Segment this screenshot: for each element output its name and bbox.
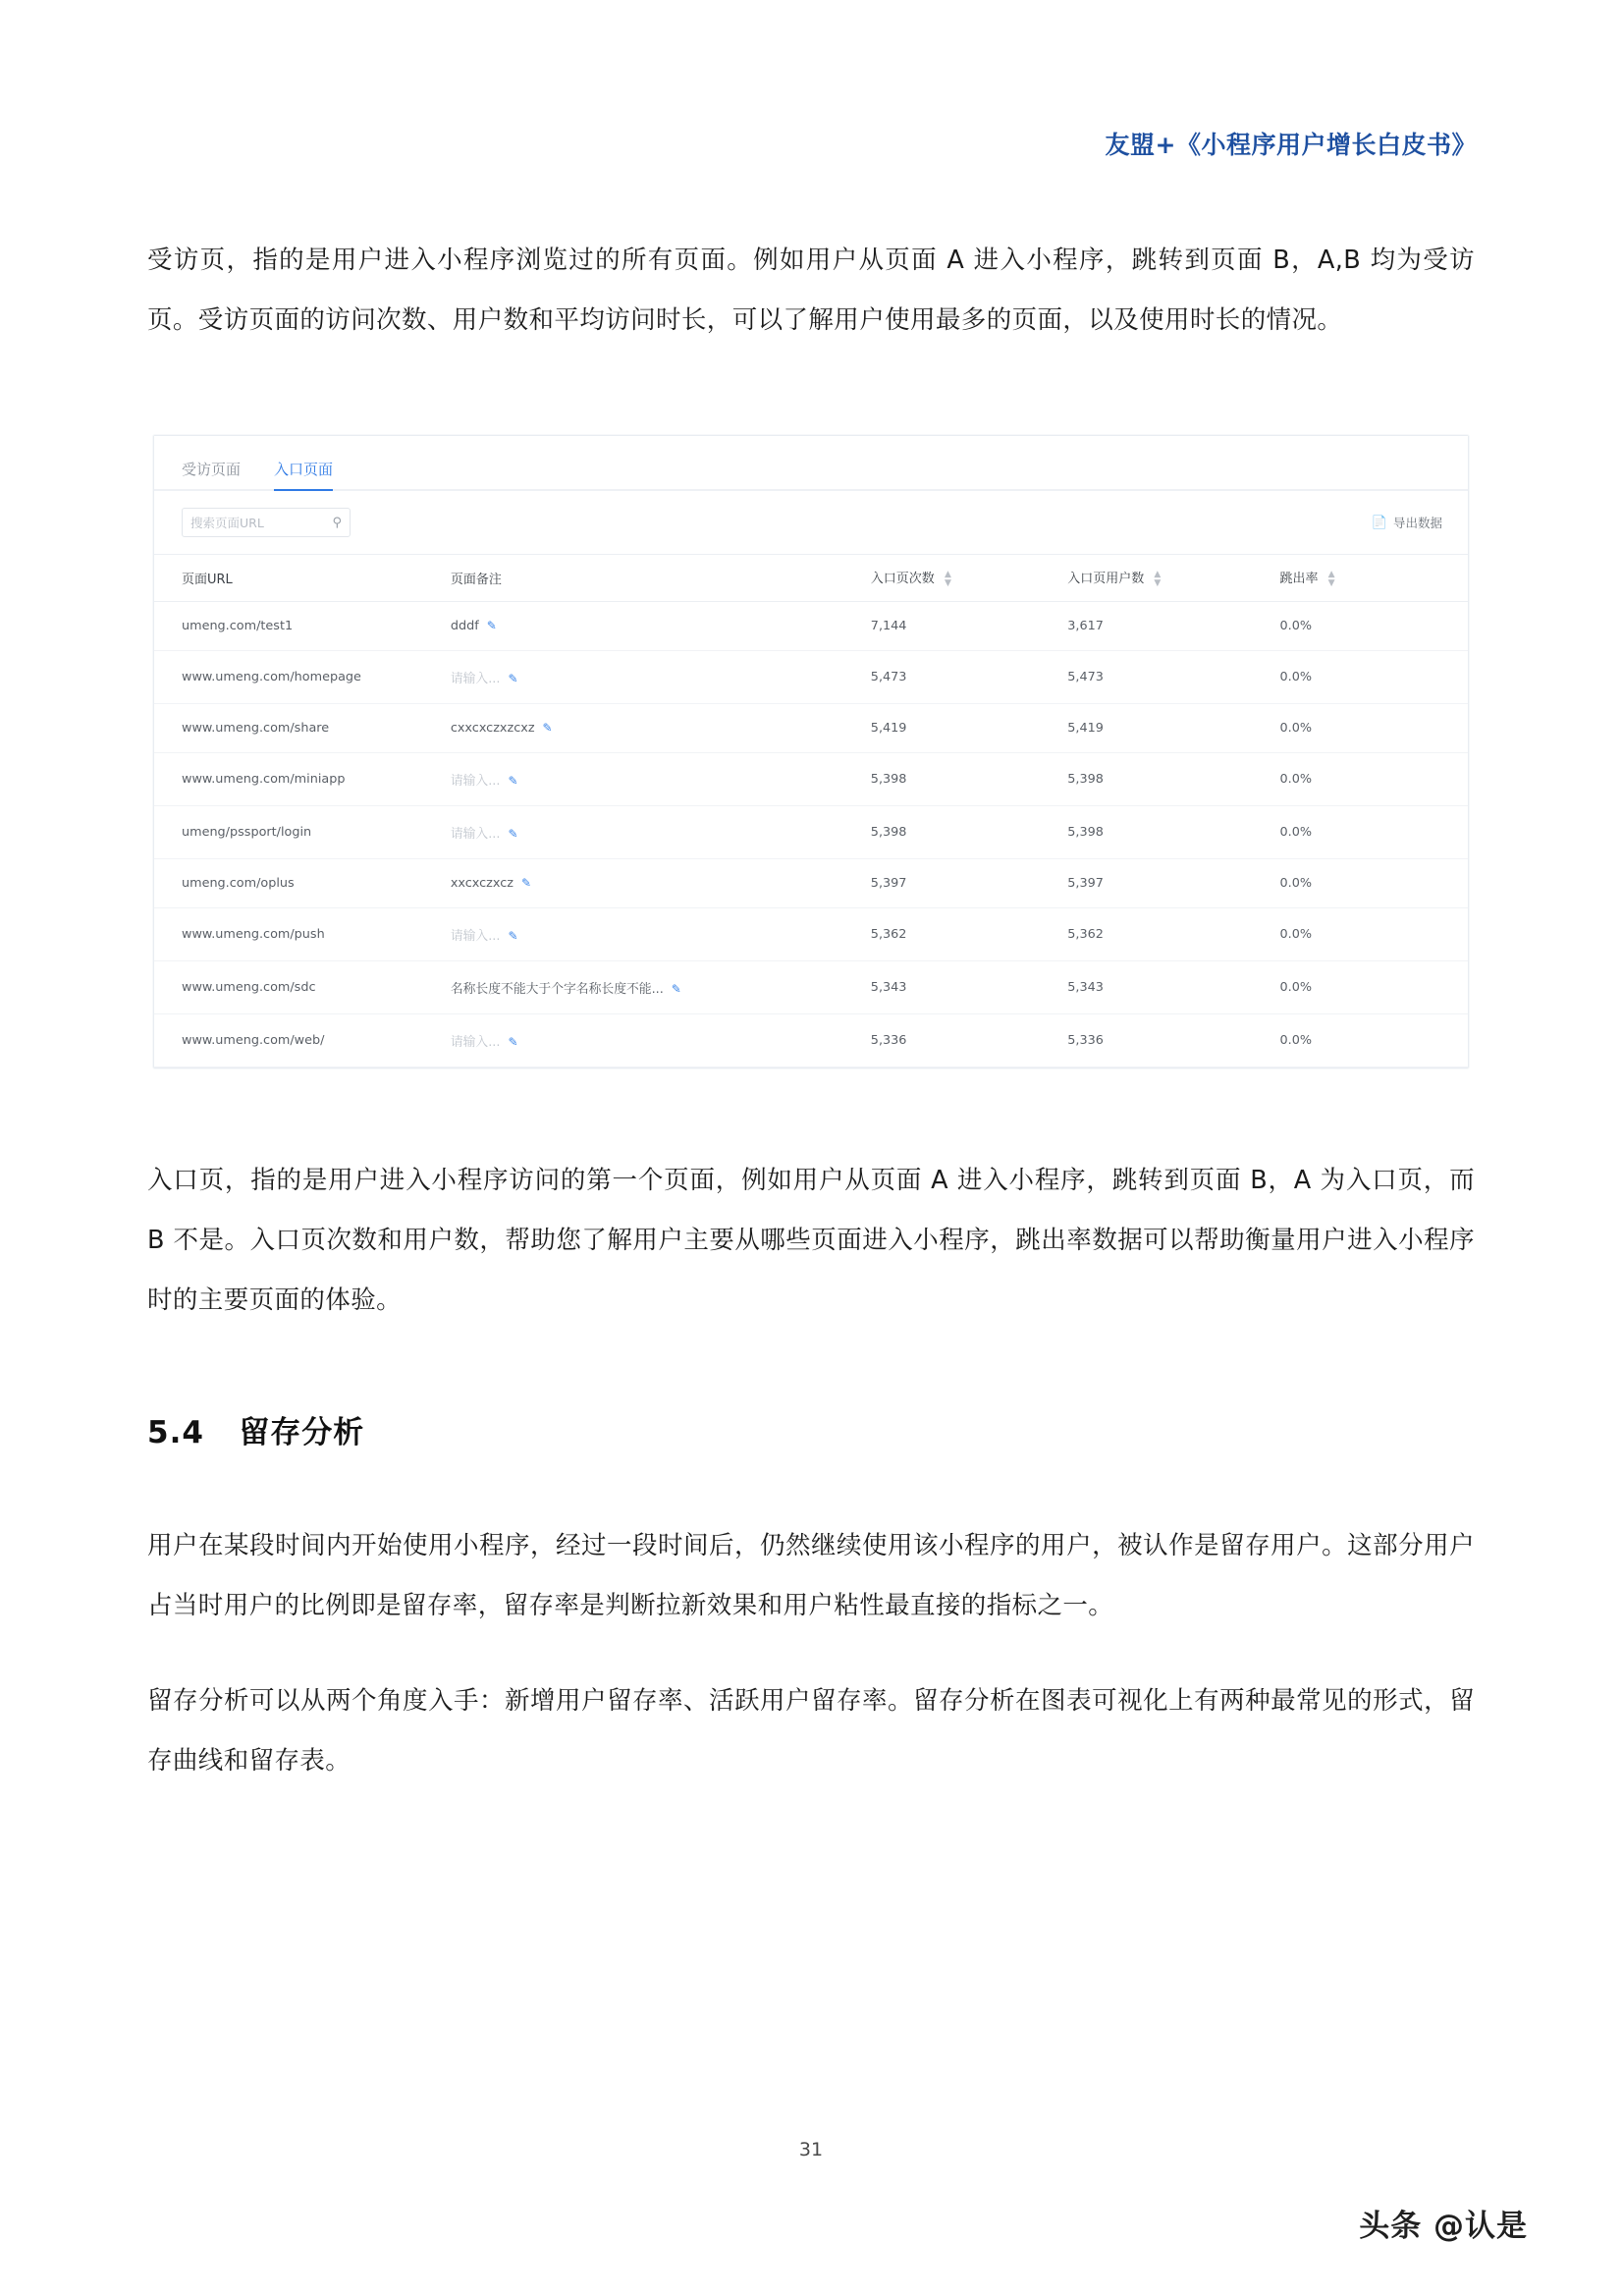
note-text: 请输入...	[450, 928, 501, 944]
cell-url: umeng.com/oplus	[154, 858, 451, 907]
section-heading	[147, 1407, 1475, 1451]
note-text: 名称长度不能大于个字名称长度不能...	[450, 981, 664, 997]
sort-icon[interactable]: ▲ ▼	[1327, 569, 1335, 588]
spacer-before-heading	[147, 1331, 1475, 1407]
cell-bounce-rate: 0.0%	[1280, 960, 1469, 1013]
cell-url: www.umeng.com/push	[154, 907, 451, 960]
cell-entry-pv: 5,419	[871, 703, 1067, 752]
cell-url: umeng/pssport/login	[154, 805, 451, 858]
note-text: 请输入...	[450, 1034, 501, 1050]
cell-note	[451, 752, 871, 805]
page-number: 31	[798, 2139, 824, 2160]
table-body	[154, 601, 1468, 1066]
cell-entry-pv: 5,362	[871, 907, 1067, 960]
column-header-bounce-rate[interactable]	[1280, 555, 1469, 602]
column-header-entry-pv-label: 入口页次数	[870, 572, 935, 586]
cell-entry-pv: 5,473	[871, 650, 1067, 703]
cell-url: umeng.com/test1	[154, 601, 451, 650]
cell-bounce-rate: 0.0%	[1280, 805, 1469, 858]
cell-url: www.umeng.com/homepage	[154, 650, 451, 703]
table-row	[154, 752, 1468, 805]
cell-entry-uv: 5,343	[1067, 960, 1279, 1013]
note-text: 请输入...	[450, 671, 501, 686]
cell-note	[451, 907, 871, 960]
export-data-button[interactable]	[1372, 514, 1442, 531]
cell-url: www.umeng.com/share	[154, 703, 451, 752]
entry-pages-table	[154, 554, 1468, 1067]
column-header-url	[154, 555, 451, 602]
cell-bounce-rate: 0.0%	[1280, 601, 1469, 650]
cell-entry-uv: 5,419	[1067, 703, 1279, 752]
edit-pencil-icon[interactable]: ✎	[508, 671, 518, 685]
section-title: 留存分析	[239, 1414, 365, 1450]
paragraph-2: 入口页，指的是用户进入小程序访问的第一个页面，例如用户从页面 A 进入小程序，跳转到页面 B，A 为入口页，而 B 不是。入口页次数和用户数，帮助您了解用户主要从哪些页面进入小程序，跳出率数据可以帮助衡量用户进入小程序时的主要页面的体验。	[147, 1165, 1475, 1315]
table-row	[154, 601, 1468, 650]
edit-pencil-icon[interactable]: ✎	[508, 826, 518, 841]
cell-entry-uv: 3,617	[1067, 601, 1279, 650]
edit-pencil-icon[interactable]: ✎	[521, 875, 532, 890]
cell-entry-pv: 5,398	[871, 752, 1067, 805]
edit-pencil-icon[interactable]: ✎	[542, 720, 553, 735]
paragraph-1: 受访页，指的是用户进入小程序浏览过的所有页面。例如用户从页面 A 进入小程序，跳转到页面 B，A,B 均为受访页。受访页面的访问次数、用户数和平均访问时长，可以了解用户使用最多的页面，以及使用时长的情况。	[147, 246, 1475, 335]
tab-entry-pages[interactable]: 入口页面	[274, 459, 333, 489]
cell-bounce-rate: 0.0%	[1280, 1013, 1469, 1066]
column-header-url-label: 页面URL	[182, 572, 233, 587]
watermark: 头条 @认是	[1359, 2209, 1528, 2244]
cell-note	[451, 805, 871, 858]
column-header-note-label: 页面备注	[450, 572, 502, 587]
cell-entry-uv: 5,397	[1067, 858, 1279, 907]
cell-bounce-rate: 0.0%	[1280, 703, 1469, 752]
table-row	[154, 703, 1468, 752]
cell-entry-pv: 5,336	[871, 1013, 1067, 1066]
search-icon: ⚲	[332, 515, 342, 530]
screenshot-tab-bar	[154, 436, 1468, 491]
search-placeholder: 搜索页面URL	[190, 516, 264, 530]
paragraph-3: 用户在某段时间内开始使用小程序，经过一段时间后，仍然继续使用该小程序的用户，被认作是留存用户。这部分用户占当时用户的比例即是留存率，留存率是判断拉新效果和用户粘性最直接的指标之一。	[147, 1530, 1475, 1620]
edit-pencil-icon[interactable]: ✎	[671, 981, 681, 996]
cell-entry-uv: 5,362	[1067, 907, 1279, 960]
cell-entry-pv: 7,144	[871, 601, 1067, 650]
table-row	[154, 907, 1468, 960]
edit-pencil-icon[interactable]: ✎	[508, 773, 518, 788]
spacer-between-paragraphs	[147, 1636, 1475, 1671]
spacer-before-screenshot	[147, 351, 1475, 435]
export-data-label: 导出数据	[1392, 516, 1442, 530]
table-row	[154, 960, 1468, 1013]
tab-visited-pages[interactable]: 受访页面	[182, 461, 242, 478]
note-text: 请输入...	[450, 773, 501, 789]
cell-bounce-rate: 0.0%	[1280, 858, 1469, 907]
section-number: 5.4	[147, 1414, 204, 1450]
edit-pencil-icon[interactable]: ✎	[508, 928, 518, 943]
column-header-note	[451, 555, 871, 602]
analytics-screenshot	[153, 435, 1469, 1068]
cell-note	[451, 650, 871, 703]
cell-note	[451, 960, 871, 1013]
cell-url: www.umeng.com/sdc	[154, 960, 451, 1013]
cell-bounce-rate: 0.0%	[1280, 907, 1469, 960]
cell-entry-pv: 5,397	[871, 858, 1067, 907]
note-text: dddf	[450, 618, 479, 633]
cell-entry-uv: 5,336	[1067, 1013, 1279, 1066]
cell-entry-uv: 5,398	[1067, 752, 1279, 805]
cell-bounce-rate: 0.0%	[1280, 650, 1469, 703]
table-row	[154, 858, 1468, 907]
note-text: xxcxczxcz	[450, 875, 514, 891]
edit-pencil-icon[interactable]: ✎	[508, 1034, 518, 1049]
table-header-row	[154, 555, 1468, 602]
column-header-entry-pv[interactable]	[871, 555, 1067, 602]
spacer-after-screenshot	[147, 1068, 1475, 1151]
note-text: 请输入...	[450, 826, 501, 842]
document-header-title: 友盟+《小程序用户增长白皮书》	[1105, 131, 1477, 159]
edit-pencil-icon[interactable]: ✎	[486, 618, 497, 632]
paragraph-4: 留存分析可以从两个角度入手：新增用户留存率、活跃用户留存率。留存分析在图表可视化上有两种最常见的形式，留存曲线和留存表。	[147, 1685, 1475, 1776]
cell-url: www.umeng.com/miniapp	[154, 752, 451, 805]
column-header-entry-uv-label: 入口页用户数	[1067, 572, 1145, 586]
cell-entry-uv: 5,398	[1067, 805, 1279, 858]
cell-url: www.umeng.com/web/	[154, 1013, 451, 1066]
table-row	[154, 650, 1468, 703]
document-body	[147, 231, 1475, 1791]
export-icon: 📄	[1371, 515, 1387, 530]
cell-bounce-rate: 0.0%	[1280, 752, 1469, 805]
table-row	[154, 805, 1468, 858]
note-text: cxxcxczxzcxz	[450, 720, 535, 736]
cell-entry-pv: 5,398	[871, 805, 1067, 858]
table-row	[154, 1013, 1468, 1066]
column-header-entry-uv[interactable]	[1067, 555, 1279, 602]
cell-entry-pv: 5,343	[871, 960, 1067, 1013]
sort-icon[interactable]: ▲ ▼	[1154, 569, 1162, 588]
cell-entry-uv: 5,473	[1067, 650, 1279, 703]
table-header	[154, 555, 1468, 602]
cell-note	[451, 703, 871, 752]
column-header-bounce-rate-label: 跳出率	[1279, 572, 1319, 586]
search-input[interactable]	[182, 508, 351, 537]
cell-note	[451, 858, 871, 907]
sort-icon[interactable]: ▲ ▼	[944, 569, 951, 588]
screenshot-toolbar	[154, 491, 1468, 554]
cell-note	[451, 1013, 871, 1066]
cell-note	[451, 601, 871, 650]
spacer-after-heading	[147, 1451, 1475, 1516]
